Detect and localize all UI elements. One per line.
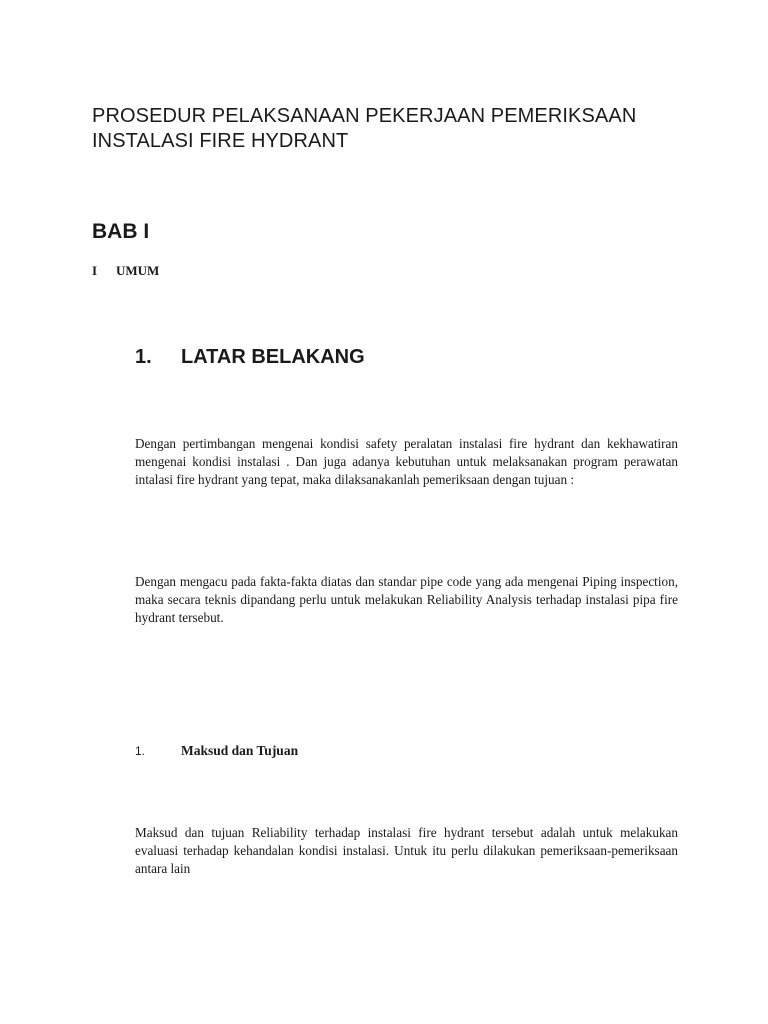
- paragraph-background: Dengan pertimbangan mengenai kondisi safety peralatan instalasi fire hydrant dan kekhawatiran mengenai kondisi instalasi . Dan juga adanya kebutuhan untuk melaksanakan program perawatan intalasi fire hydrant yang tepat, maka dilaksanakanlah pemeriksaan dengan tujuan :: [135, 436, 678, 487]
- subsection-heading: [135, 345, 365, 369]
- chapter-heading: BAB I: [92, 220, 150, 243]
- subsection-number: 1.: [135, 346, 152, 368]
- item-number: 1.: [135, 744, 146, 758]
- section-heading: [92, 263, 159, 279]
- paragraph-purpose: Maksud dan tujuan Reliability terhadap instalasi fire hydrant tersebut adalah untuk melakukan evaluasi terhadap kehandalan kondisi instalasi. Untuk itu perlu dilakukan pemeriksaan-pemeriksaan antara lain: [135, 825, 678, 876]
- paragraph-reliability-analysis: Dengan mengacu pada fakta-fakta diatas dan standar pipe code yang ada mengenai Piping inspection, maka secara teknis dipandang perlu untuk melakukan Reliability Analysis terhadap instalasi pipa fire hydrant tersebut.: [135, 574, 678, 625]
- document-title: [92, 104, 692, 154]
- section-label: UMUM: [116, 263, 160, 278]
- item-label: Maksud dan Tujuan: [181, 743, 299, 758]
- document-title-line-1: PROSEDUR PELAKSANAAN PEKERJAAN PEMERIKSAAN: [92, 105, 637, 127]
- document-title-line-2: INSTALASI FIRE HYDRANT: [92, 130, 349, 152]
- section-number: I: [92, 263, 98, 278]
- item-heading: [135, 742, 298, 760]
- subsection-label: LATAR BELAKANG: [181, 346, 365, 368]
